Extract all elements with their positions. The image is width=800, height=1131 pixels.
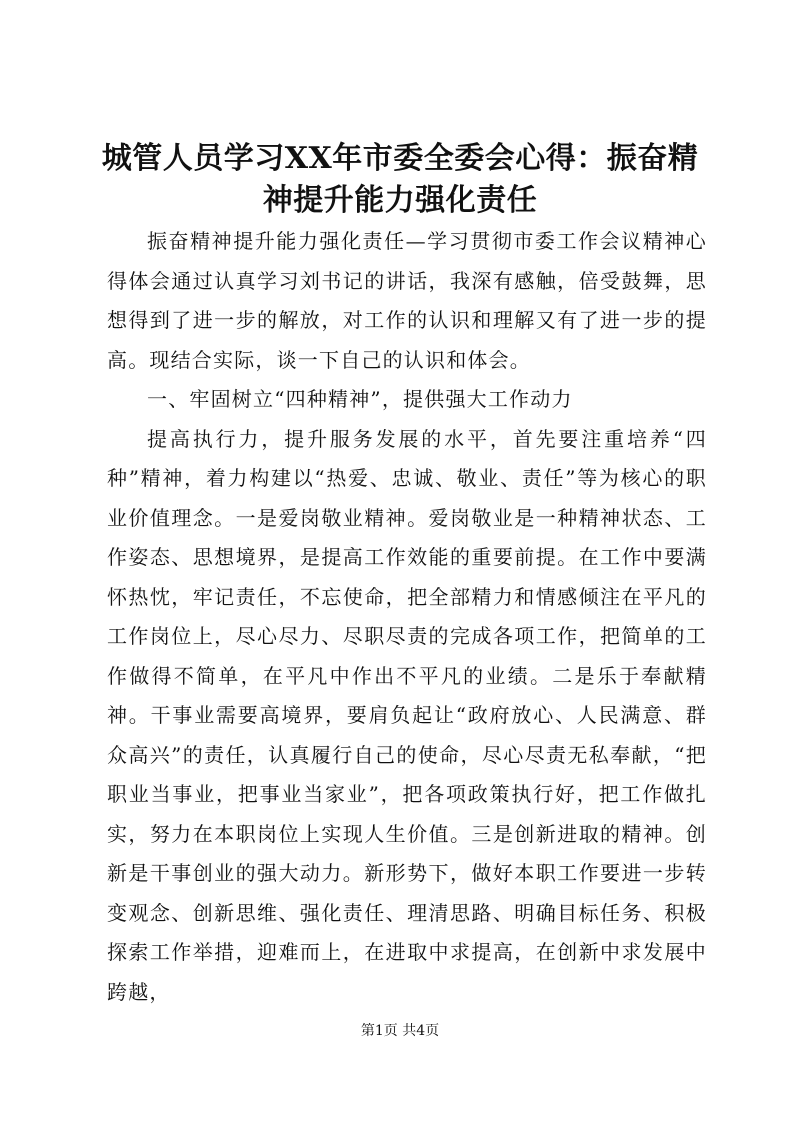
section-heading: 一、牢固树立“四种精神”，提供强大工作动力 — [147, 387, 573, 411]
intro-paragraph: 振奋精神提升能力强化责任—学习贯彻市委工作会议精神心得体会通过认真学习刘书记的讲话，我深有感触，倍受鼓舞，思想得到了进一步的解放，对工作的认识和理解又有了进一步的提高。现结合实际，谈一下自己的认识和体会。 — [107, 229, 707, 372]
page-footer: 第1页 共4页 — [360, 1023, 440, 1039]
document-title: 城管人员学习XX年市委全委会心得：振奋精神提升能力强化责任 — [101, 141, 699, 218]
body-paragraph: 提高执行力，提升服务发展的水平，首先要注重培养“四种”精神，着力构建以“热爱、忠诚、敬业、责任”等为核心的职业价值理念。一是爱岗敬业精神。爱岗敬业是一种精神状态、工作姿态、思想境界，是提高工作效能的重要前提。在工作中要满怀热忱，牢记责任，不忘使命，把全部精力和情感倾注在平凡的工作岗位上，尽心尽力、尽职尽责的完成各项工作，把简单的工作做得不简单，在平凡中作出不平凡的业绩。二是乐于奉献精神。干事业需要高境界，要肩负起让“政府放心、人民满意、群众高兴”的责任，认真履行自己的使命，尽心尽责无私奉献，“把职业当事业，把事业当家业”，把各项政策执行好，把工作做扎实，努力在本职岗位上实现人生价值。三是创新进取的精神。创新是干事创业的强大动力。新形势下，做好本职工作要进一步转变观念、创新思维、强化责任、理清思路、明确目标任务、积极探索工作举措，迎难而上，在进取中求提高，在创新中求发展中跨越， — [107, 426, 707, 1004]
document-body — [107, 222, 707, 1012]
